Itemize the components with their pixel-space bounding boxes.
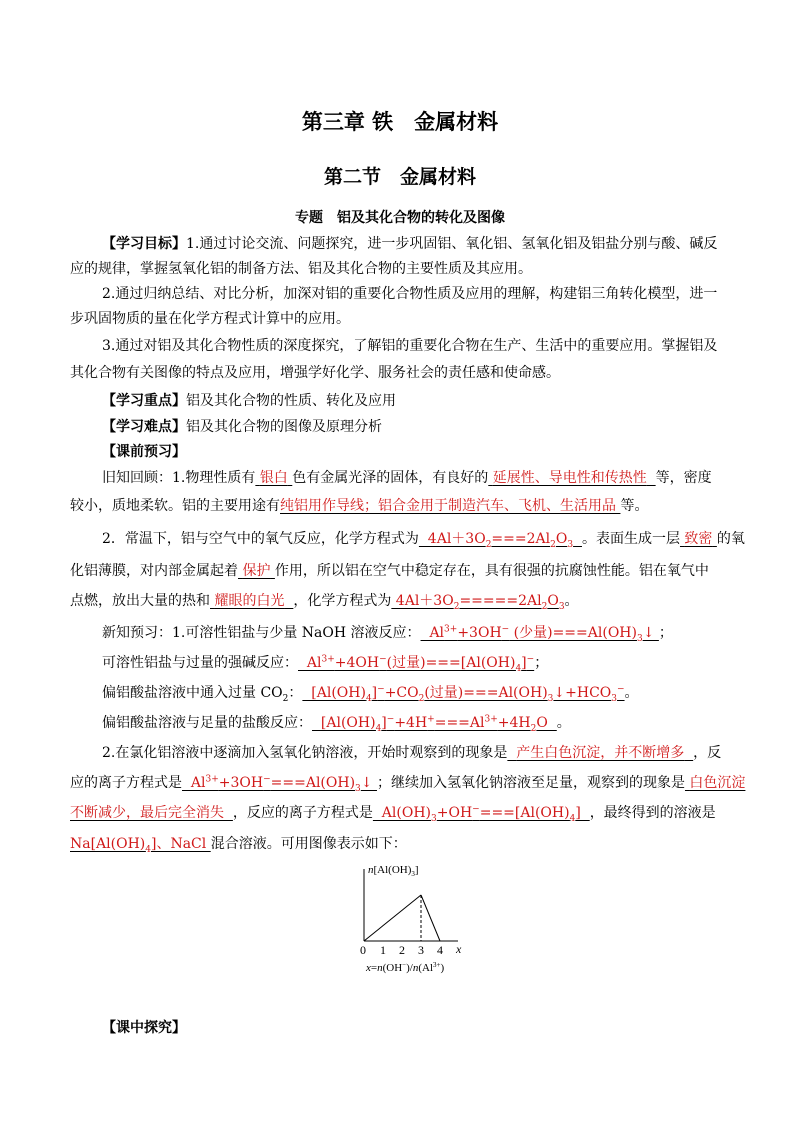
answer-phenomenon-2b: 不断减少，最后完全消失: [70, 805, 224, 821]
new-line-2: 可溶性铝盐与过量的强碱反应： $Al^{3+}+4OH^-$(过量)$===[Al(OH)_4]^-$；: [102, 654, 549, 674]
q2-line-1: 2.在氯化铝溶液中逐滴加入氢氧化钠溶液，开始时观察到的现象是 产生白色沉淀，并不断增多 ，反: [102, 745, 722, 761]
q2-line-3: 不断减少，最后完全消失 ，反应的离子方程式是 $Al(OH)_3+OH^-===[Al(OH)_4]$ ，最终得到的溶液是: [70, 804, 716, 824]
answer-uses: 纯铝用作导线；铝合金用于制造汽车、飞机、生活用品: [280, 498, 616, 514]
review-line-5: 点燃，放出大量的热和 耀眼的白光 ，化学方程式为 $4Al+3O_2=====2Al_2O_3$。: [70, 593, 579, 612]
goal-line-6: 其化合物有关图像的特点及应用，增强学好化学、服务社会的责任感和使命感。: [70, 365, 560, 381]
key-point-label: 【学习重点】: [102, 393, 186, 409]
answer-phenomenon-1: 产生白色沉淀，并不断增多: [516, 745, 685, 761]
answer-dense: 致密: [684, 531, 713, 547]
answer-eq-3: $[Al(OH)_4]^-+CO_2$(过量)$===Al(OH)_3↓+HCO_3^-$: [302, 684, 625, 704]
goal-line-2: 应的规律，掌握氢氧化铝的制备方法、铝及其化合物的主要性质及其应用。: [70, 261, 532, 277]
chart-x-label: $x=n(OH^-)/n(Al^{3+})$: [366, 961, 445, 974]
answer-eq-1: $Al^{3+}+3OH^-$ (少量)$===Al(OH)_3↓$: [420, 624, 659, 644]
goal-line-5: 3.通过对铝及其化合物性质的深度探究，了解铝的重要化合物在生产、生活中的重要应用。掌握铝及: [102, 338, 718, 354]
chart-series-segment: [364, 895, 421, 941]
answer-protect: 保护: [242, 563, 271, 579]
goal-line-3: 2.通过归纳总结、对比分析，加深对铝的重要化合物性质及应用的理解，构建铝三角转化模型，进一: [102, 286, 718, 302]
chapter-title: 第三章 铁 金属材料: [301, 110, 499, 134]
answer-oxidation-equation: $4Al+3O_2===2Al_2O_3$: [418, 531, 574, 550]
review-line-2: 较小，质地柔软。铝的主要用途有纯铝用作导线；铝合金用于制造汽车、飞机、生活用品 等。: [70, 498, 649, 514]
difficulty-line: 【学习难点】铝及其化合物的图像及原理分析: [102, 419, 382, 435]
review-line-1: 旧知回顾：1.物理性质有 银白 色有金属光泽的固体，有良好的 延展性、导电性和传热性 等，密度: [102, 470, 712, 486]
answer-combustion-equation: $4Al+3O_2=====2Al_2O_3$: [391, 593, 565, 612]
answer-eq-4: $[Al(OH)_4]^-+4H^+===Al^{3+}+4H_2O$: [312, 714, 557, 734]
difficulty-label: 【学习难点】: [102, 419, 186, 435]
chart-x-tick-label: 3: [418, 943, 424, 957]
new-line-4: 偏铝酸盐溶液与足量的盐酸反应： $[Al(OH)_4]^-+4H^+===Al^{3+}+4H_2O$ 。: [102, 714, 571, 734]
answer-properties: 延展性、导电性和传热性: [492, 470, 647, 486]
answer-white-light: 耀眼的白光: [214, 593, 285, 609]
goal-line-1: 【学习目标】1.通过讨论交流、问题探究，进一步巩固铝、氧化铝、氢氧化铝及铝盐分别与酸、碱反: [102, 236, 718, 252]
chart-x-axis-letter: x: [456, 942, 462, 956]
chart-series-segment: [421, 895, 440, 941]
review-line-4: 化铝薄膜，对内部金属起着 保护 作用，所以铝在空气中稳定存在，具有很强的抗腐蚀性能。铝在氧气中: [70, 563, 709, 579]
chart-origin-label: 0: [360, 943, 366, 957]
chart-x-tick-label: 1: [380, 943, 386, 957]
q2-line-2: 应的离子方程式是 $Al^{3+}+3OH^-===Al(OH)_3↓$ ；继续加入氢氧化钠溶液至足量，观察到的现象是 白色沉淀: [70, 774, 746, 794]
chart-x-tick-label: 2: [399, 943, 405, 957]
answer-phenomenon-2a: 白色沉淀: [689, 775, 746, 791]
review-line-3: 2．常温下，铝与空气中的氧气反应，化学方程式为 $4Al+3O_2===2Al_2O_3$ 。表面生成一层 致密 的氧: [102, 531, 745, 550]
answer-final-solution: $Na[Al(OH)_4]$、NaCl: [70, 836, 211, 855]
topic-title: 专题 铝及其化合物的转化及图像: [295, 210, 505, 226]
chart-y-label: $n[Al(OH)_3]$: [368, 864, 419, 878]
chart-x-tick-label: 4: [437, 943, 443, 957]
explore-heading: 【课中探究】: [102, 1020, 186, 1036]
new-line-3: 偏铝酸盐溶液中通入过量 $CO_2$： $[Al(OH)_4]^-+CO_2$(过量)$===Al(OH)_3↓+HCO_3^-$。: [102, 684, 639, 704]
q2-line-4: $Na[Al(OH)_4]$、NaCl 混合溶液。可用图像表示如下：: [70, 836, 407, 855]
answer-silver-white: 银白: [259, 470, 288, 486]
goal-line-4: 步巩固物质的量在化学方程式计算中的应用。: [70, 311, 350, 327]
answer-ionic-eq-1: $Al^{3+}+3OH^-===Al(OH)_3↓$: [182, 774, 377, 794]
answer-ionic-eq-2: $Al(OH)_3+OH^-===[Al(OH)_4]$: [372, 804, 590, 824]
new-line-1: 新知预习：1.可溶性铝盐与少量 NaOH 溶液反应： $Al^{3+}+3OH^-$ (少量)$===Al(OH)_3↓$ ；: [102, 624, 673, 644]
preview-heading: 【课前预习】: [102, 444, 186, 460]
section-title: 第二节 金属材料: [323, 166, 476, 188]
answer-eq-2: $Al^{3+}+4OH^-$(过量)$===[Al(OH)_4]^-$: [298, 654, 535, 674]
precipitate-chart: [340, 855, 490, 980]
goal-label: 【学习目标】: [102, 236, 186, 252]
key-point-line: 【学习重点】铝及其化合物的性质、转化及应用: [102, 393, 396, 409]
